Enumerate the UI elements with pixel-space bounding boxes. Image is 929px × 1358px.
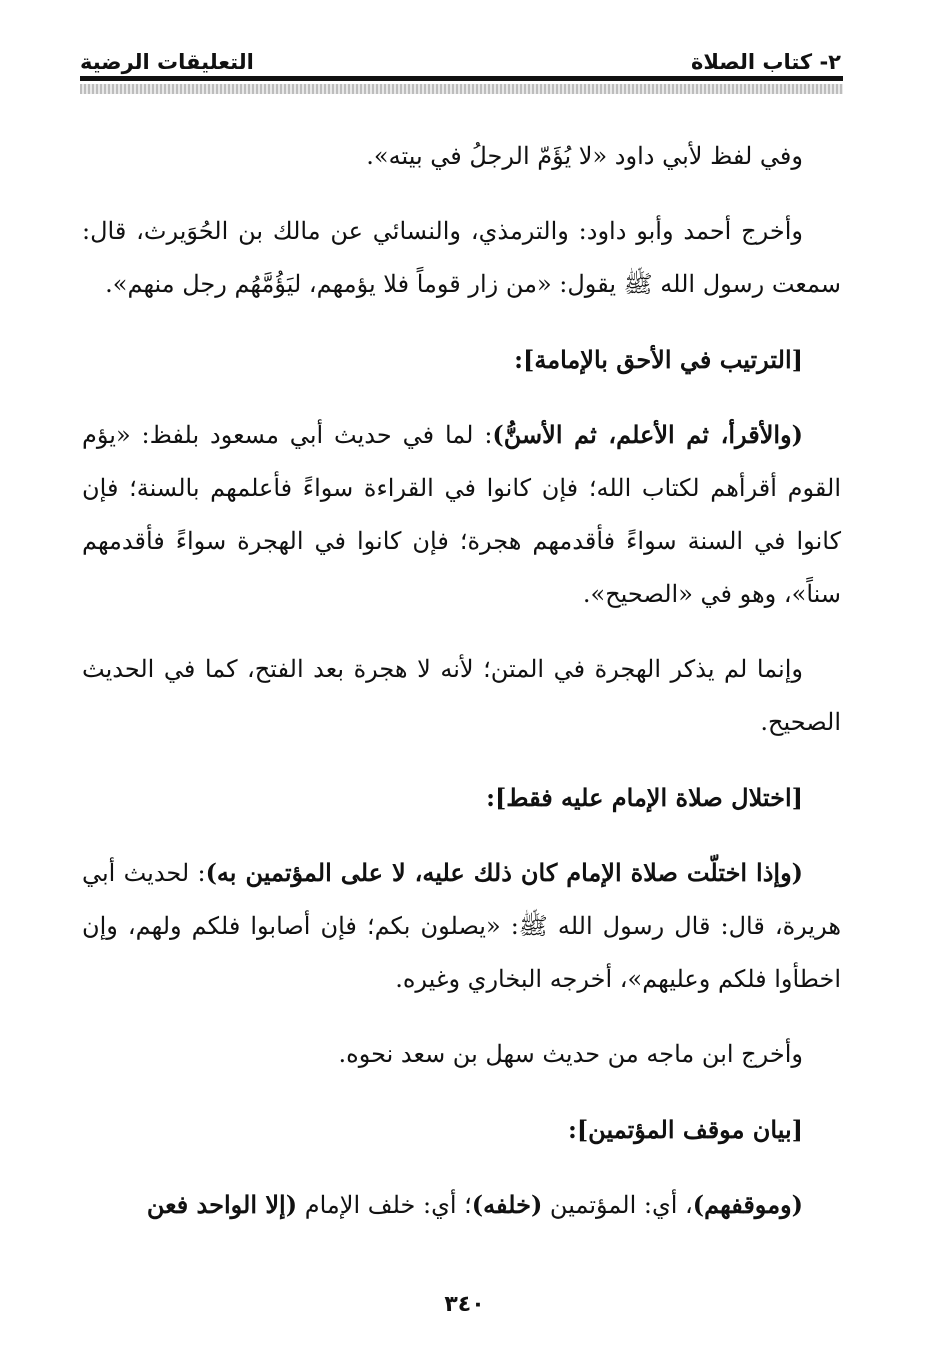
header-shading [80, 84, 843, 94]
paragraph: وأخرج ابن ماجه من حديث سهل بن سعد نحوه. [338, 1040, 803, 1068]
section-heading: [الترتيب في الأحق بالإمامة]: [514, 345, 803, 374]
chapter-title: ٢- كتاب الصلاة [690, 50, 841, 74]
paragraph: (وإذا اختلّت صلاة الإمام كان ذلك عليه، لا على المؤتمين به): لحديث أبي هريرة، قال: قال رسول الله ﷺ: «يصلون بكم؛ فإن أصابوا فلكم ولهم، وإن اخطأوا فلكم وعليهم»، أخرجه البخاري وغيره. [82, 858, 841, 993]
section-heading: [اختلال صلاة الإمام عليه فقط]: [486, 783, 803, 812]
paragraph: وأخرج أحمد وأبو داود: والترمذي، والنسائي عن مالك بن الحُوَيرث، قال: سمعت رسول الله ﷺ يقول: «من زار قوماً فلا يؤمهم، ليَؤُمَّهُم رجل منهم». [82, 217, 841, 298]
header-rule [80, 76, 843, 81]
page-number: ٣٤٠ [444, 1292, 485, 1317]
running-header [80, 40, 841, 74]
page-body [82, 130, 841, 1254]
section-heading: [بيان موقف المؤتمين]: [567, 1115, 803, 1144]
paragraph: وفي لفظ لأبي داود «لا يُؤَمّ الرجلُ في بيته». [366, 142, 803, 170]
paragraph: (والأقرأ، ثم الأعلم، ثم الأسنُّ): لما في حديث أبي مسعود بلفظ: «يؤم القوم أقرأهم لكتاب الله؛ فإن كانوا في القراءة سواءً فأعلمهم بالسنة؛ فإن كانوا في السنة سواءً فأقدمهم هجرة؛ فإن كانوا في الهجرة سواءً فأقدمهم سناً»، وهو في «الصحيح». [82, 420, 842, 608]
paragraph: وإنما لم يذكر الهجرة في المتن؛ لأنه لا هجرة بعد الفتح، كما في الحديث الصحيح. [82, 655, 841, 736]
book-title: التعليقات الرضية [80, 50, 254, 74]
paragraph: (وموقفهم)، أي: المؤتمين (خلفه)؛ أي: خلف الإمام (إلا الواحد فعن [146, 1190, 803, 1219]
